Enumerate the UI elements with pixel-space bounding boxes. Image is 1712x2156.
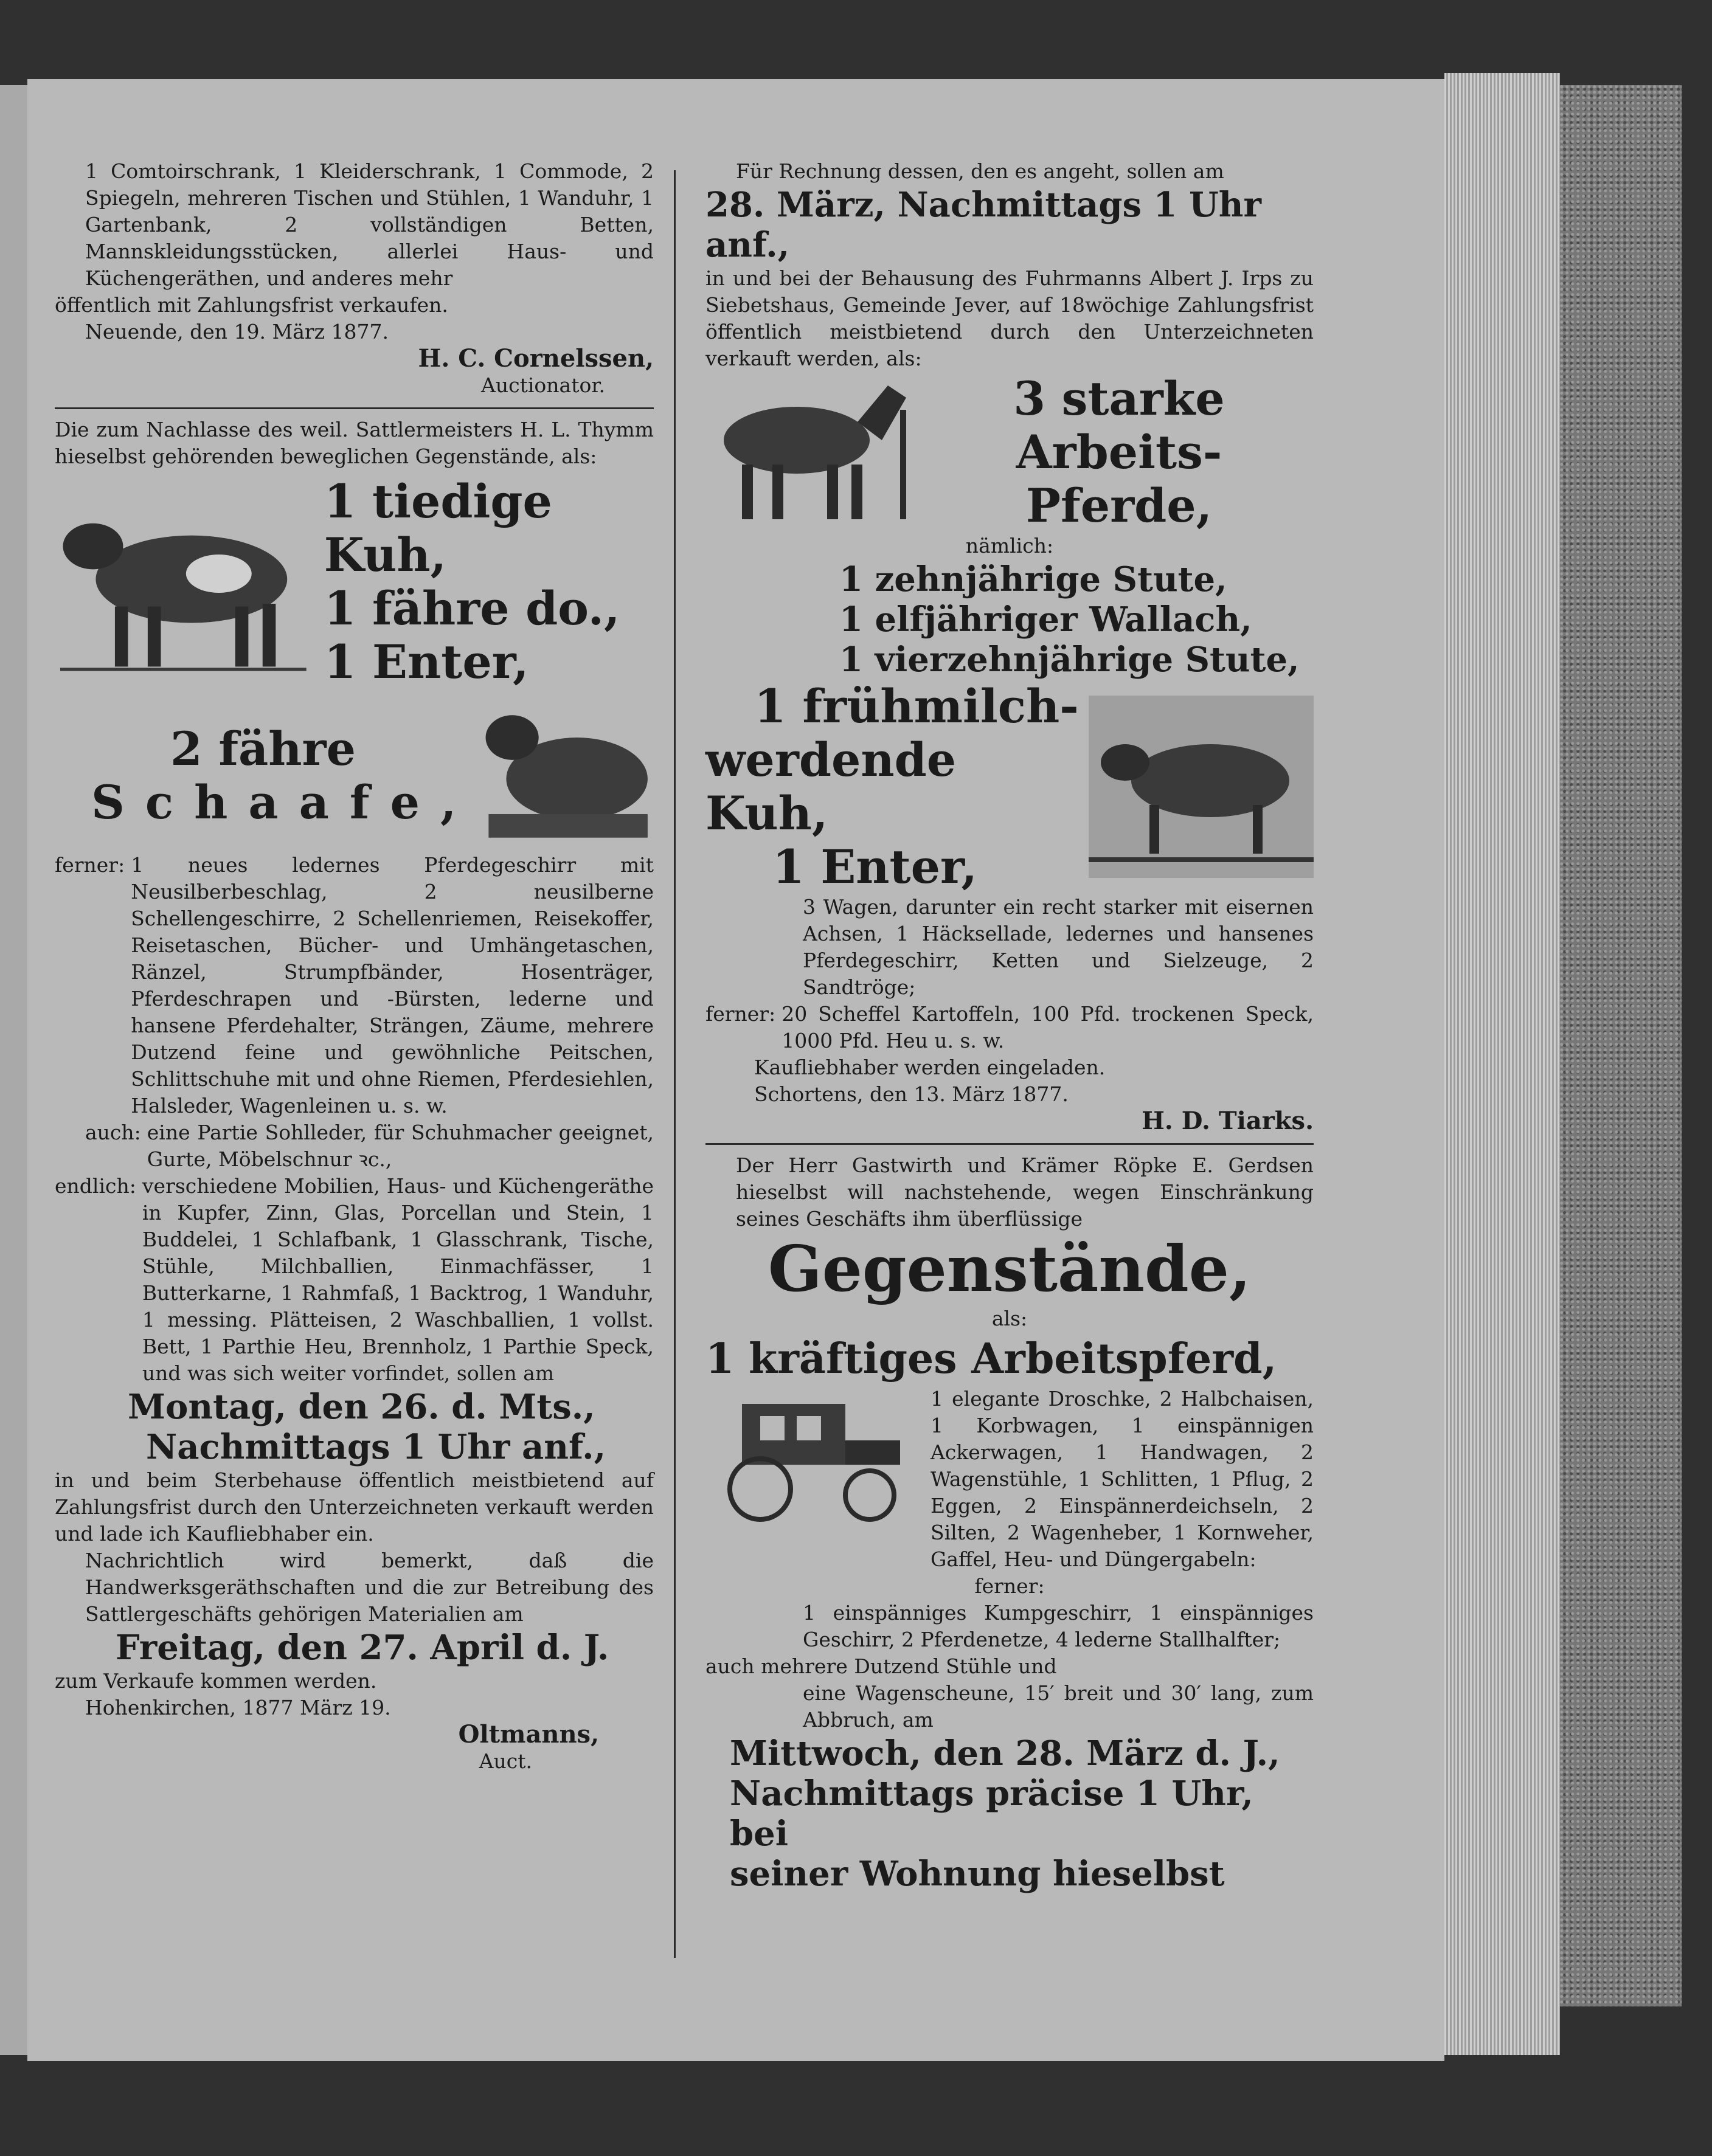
- ad4-date: Mittwoch, den 28. März d. J.,: [730, 1733, 1280, 1774]
- ad3-signature: H. D. Tiarks.: [1142, 1107, 1314, 1135]
- ad4-als: als:: [991, 1307, 1028, 1330]
- ad3-horse2: 1 elfjähriger Wallach,: [839, 599, 1252, 640]
- ad-separator: [705, 1143, 1314, 1145]
- ad4-intro: Der Herr Gastwirth und Krämer Röpke E. Gerdsen hieselbst will nachstehende, wegen Einschränkung seines Geschäfts ihm überflüssige: [736, 1153, 1314, 1231]
- ad3-cow3: 1 Enter,: [772, 840, 977, 894]
- column-divider: [674, 170, 676, 1958]
- ad3-cow2: werdende Kuh,: [705, 733, 957, 840]
- ad2-signature: Oltmanns,: [458, 1720, 599, 1749]
- ad2-auch-row: [55, 1119, 654, 1173]
- ad3-naemlich: nämlich:: [965, 534, 1054, 558]
- sheep-woodcut: [477, 700, 654, 852]
- ad3-place-date: Schortens, den 13. März 1877.: [754, 1082, 1069, 1106]
- ad2-line4: 2 fähre: [170, 722, 356, 776]
- ad3-ferner: 20 Scheffel Kartoffeln, 100 Pfd. trockenen Speck, 1000 Pfd. Heu u. s. w.: [781, 1002, 1314, 1052]
- ad2-time1: Nachmittags 1 Uhr anf.,: [146, 1427, 606, 1467]
- ad1-place-date: Neuende, den 19. März 1877.: [85, 320, 389, 344]
- ad2-date1: Montag, den 26. d. Mts.,: [128, 1387, 595, 1427]
- ad2-ferner: 1 neues ledernes Pferdegeschirr mit Neusilberbeschlag, 2 neusilberne Schellengeschirre, 2 Schellenriemen, Reisekoffer, Reisetaschen, Bücher- und Umhängetaschen, Ränzel, Strumpfbänder, Hosenträger, Pferdeschrapen und -Bürsten, lederne und hansene Pferdehalter, Strängen, Zäume, mehrere Dutzend feine und gewöhnliche Peitschen, Schlittschuhe mit und ohne Riemen, Pferdesiehlen, Halsleder, Wagenleinen u. s. w.: [131, 853, 654, 1118]
- ad3-ferner-label: ferner:: [705, 1002, 776, 1026]
- ad2-date2: Freitag, den 27. April d. J.: [116, 1628, 609, 1668]
- ad3-intro1: Für Rechnung dessen, den es angeht, sollen am: [736, 159, 1224, 183]
- ad4-horse: 1 kräftiges Arbeitspferd,: [705, 1335, 1277, 1383]
- right-column: [705, 158, 1314, 1894]
- ad3-head1: 3 starke: [1013, 371, 1225, 426]
- ad2-body4: zum Verkaufe kommen werden.: [55, 1669, 377, 1693]
- ad2-line3: 1 Enter,: [324, 635, 529, 689]
- ad3-intro2: in und bei der Behausung des Fuhrmanns Albert J. Irps zu Siebetshaus, Gemeinde Jever, auf 18wöchige Zahlungsfrist öffentlich meistbietend durch den Unterzeichneten verkauft werden, als:: [705, 266, 1314, 370]
- ad3-cow1: 1 frühmilch-: [754, 679, 1079, 733]
- previous-page-edge: [0, 85, 27, 2055]
- page-stack-edge: [1444, 73, 1560, 2055]
- ad3-horse3: 1 vierzehnjährige Stute,: [839, 640, 1300, 680]
- ad2-line2: 1 fähre do.,: [324, 581, 620, 635]
- ad4-items: 1 elegante Droschke, 2 Halbchaisen, 1 Korbwagen, 1 einspännigen Ackerwagen, 1 Handwagen, 2 Wagenstühle, 1 Schlitten, 1 Pflug, 2 Eggen, 2 Einspännerdeichseln, 2 Silten, 2 Wagenheber, 1 Kornweher, Gaffel, Heu- und Düngergabeln:: [931, 1387, 1314, 1571]
- horse-woodcut: [705, 373, 924, 531]
- ad2-body3: Nachrichtlich wird bemerkt, daß die Handwerksgeräthschaften und die zur Betreibung des Sattlergeschäfts gehörigen Materialien am: [85, 1549, 654, 1626]
- ad4-auch: auch mehrere Dutzend Stühle und: [705, 1654, 1057, 1678]
- ad1-items: 1 Comtoirschrank, 1 Kleiderschrank, 1 Commode, 2 Spiegeln, mehreren Tischen und Stühlen, 1 Wanduhr, 1 Gartenbank, 2 vollständigen Betten, Mannskleidungsstücken, allerlei Haus- und Küchengeräthen, und anderes mehr: [85, 159, 654, 290]
- ad1-role: Auctionator.: [481, 373, 605, 397]
- endlich-label: endlich:: [55, 1174, 136, 1198]
- ad2-endlich: verschiedene Mobilien, Haus- und Küchengeräthe in Kupfer, Zinn, Glas, Porcellan und Stein, 1 Buddelei, 1 Schlafbank, 1 Glasschrank, Tische, Stühle, Milchballien, Einmachfässer, 1 Butterkarne, 1 Rahmfaß, 1 Backtrog, 1 Wanduhr, 1 messing. Plätteisen, 2 Waschballien, 1 vollst. Bett, 1 Parthie Heu, Brennholz, 1 Parthie Speck, und was sich weiter vorfindet, sollen am: [142, 1174, 654, 1385]
- ad2-auch: eine Partie Sohlleder, für Schuhmacher geeignet, Gurte, Möbelschnur ꝛc.,: [147, 1121, 654, 1171]
- ad1-sale: öffentlich mit Zahlungsfrist verkaufen.: [55, 293, 448, 317]
- ad2-place-date: Hohenkirchen, 1877 März 19.: [85, 1696, 391, 1719]
- ad-separator: [55, 407, 654, 409]
- ad2-ferner-row: [55, 852, 654, 1119]
- ad3-wagen: 3 Wagen, darunter ein recht starker mit eisernen Achsen, 1 Häcksellade, ledernes und hansenes Pferdegeschirr, Ketten und Sielzeuge, 2 Sandtröge;: [803, 895, 1314, 999]
- ad4-ferner: 1 einspänniges Kumpgeschirr, 1 einspänniges Geschirr, 2 Pferdenetze, 4 lederne Stallhalfter;: [803, 1601, 1314, 1651]
- ad3-date: 28. März, Nachmittags 1 Uhr anf.,: [705, 185, 1262, 265]
- cow-landscape-woodcut: [1089, 696, 1314, 878]
- ad3-head2: Arbeits-Pferde,: [1016, 425, 1222, 533]
- ad2-body2: in und beim Sterbehause öffentlich meistbietend auf Zahlungsfrist durch den Unterzeichneten verkauft werden und lade ich Kaufliebhaber ein.: [55, 1468, 654, 1546]
- ad2-intro: Die zum Nachlasse des weil. Sattlermeisters H. L. Thymm hieselbst gehörenden beweglichen Gegenstände, als:: [55, 418, 654, 468]
- ad2-line1: 1 tiedige Kuh,: [324, 474, 552, 582]
- ad4-head: Gegenstände,: [768, 1231, 1252, 1306]
- ad1-signature: H. C. Cornelssen,: [418, 344, 654, 373]
- ad3-invite: Kaufliebhaber werden eingeladen.: [754, 1056, 1106, 1079]
- ad4-time: Nachmittags präcise 1 Uhr, bei: [730, 1774, 1253, 1854]
- ad4-ferner-label: ferner:: [974, 1574, 1045, 1598]
- ferner-label: ferner:: [55, 853, 125, 877]
- ad3-horse1: 1 zehnjährige Stute,: [839, 559, 1227, 599]
- ad2-role: Auct.: [479, 1749, 532, 1773]
- book-cover: [1560, 85, 1682, 2006]
- auch-label: auch:: [85, 1121, 141, 1144]
- ad2-line5: Schaafe,: [91, 775, 477, 829]
- ad4-place: seiner Wohnung hieselbst: [730, 1854, 1225, 1894]
- left-column: [55, 158, 654, 1775]
- ad2-endlich-row: [55, 1173, 654, 1387]
- cow-woodcut: [55, 475, 312, 700]
- ad4-scheune: eine Wagenscheune, 15′ breit und 30′ lang, zum Abbruch, am: [803, 1681, 1314, 1732]
- ad3-ferner-row: [705, 1001, 1314, 1054]
- carriage-woodcut: [705, 1386, 924, 1525]
